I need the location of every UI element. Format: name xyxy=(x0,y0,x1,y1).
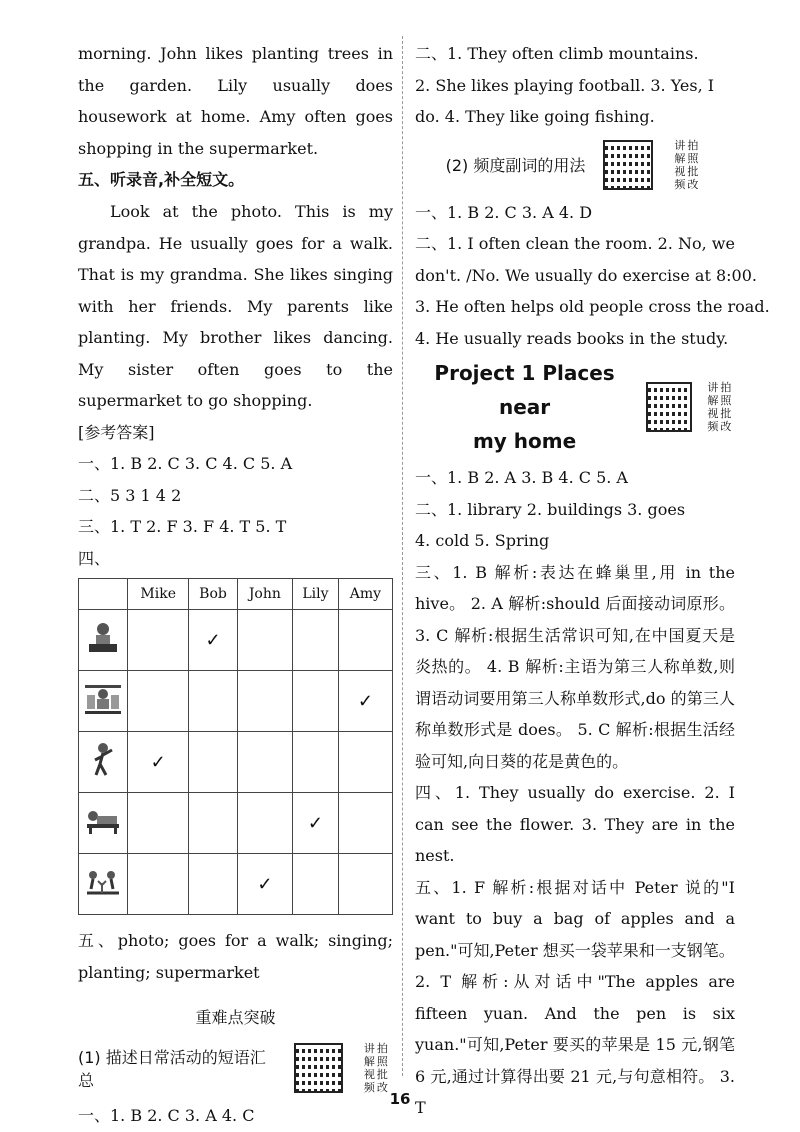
table-header: Mike xyxy=(128,579,189,610)
qr-caption: 讲拍解照视批频改 xyxy=(674,138,701,191)
table-cell: ✓ xyxy=(293,793,339,854)
table-header-row xyxy=(79,579,393,610)
table-cell xyxy=(189,854,237,915)
table-row xyxy=(79,610,393,671)
person-lying-icon xyxy=(79,793,128,854)
right-line-3: do. 4. They like going fishing. xyxy=(415,107,655,126)
table-cell xyxy=(128,610,189,671)
listening-text-end: morning. John likes planting trees in the garden. Lily usually does housework at home. Amy often goes shopping in the supermarket. xyxy=(78,44,393,158)
reference-answers-label: [参考答案] xyxy=(78,422,155,442)
column-divider xyxy=(402,36,403,1076)
table-header: John xyxy=(237,579,293,610)
person-at-desk-icon xyxy=(79,610,128,671)
page-number: 16 xyxy=(389,1090,411,1108)
table-cell xyxy=(338,793,392,854)
answer-part-4-label: 四、 xyxy=(78,548,111,568)
people-planting-icon xyxy=(79,854,128,915)
table-cell xyxy=(128,854,189,915)
project-answer-4: 四、1. They usually do exercise. 2. I can see the flower. 3. They are in the nest. xyxy=(415,783,735,865)
sub2-heading xyxy=(415,139,735,191)
listening-passage: Look at the photo. This is my grandpa. He usually goes for a walk. That is my grandma. She likes singing with her friends. My parents like planting. My brother likes dancing. My sister often goes to the supermarket to go shopping. xyxy=(78,202,393,410)
table-cell xyxy=(338,854,392,915)
activity-table xyxy=(78,578,393,915)
table-cell xyxy=(128,793,189,854)
table-cell xyxy=(189,671,237,732)
right-line-1: 二、1. They often climb mountains. xyxy=(415,44,699,63)
answer-part-1: 一、1. B 2. C 3. C 4. C 5. A xyxy=(78,454,293,473)
qr-code-icon[interactable] xyxy=(603,140,653,190)
qr-caption: 讲拍解照视批频改 xyxy=(363,1042,390,1094)
project-answer-3: 三、1. B 解析:表达在蜂巢里,用 in the hive。 2. A 解析:should 后面接动词原形。 3. C 解析:根据生活常识可知,在中国夏天是炎热的。 4. B 解析:主语为第三人称单数,则谓语动词要用第三人称单数形式,do 的第三人称单数形式是 does。 5. C 解析:根据生活经验可知,向日葵的花是黄色的。 xyxy=(415,562,735,771)
person-shopping-icon xyxy=(79,671,128,732)
project-answer-2a: 二、1. library 2. buildings 3. goes xyxy=(415,499,686,519)
project-answer-5: 五、1. F 解析:根据对话中 Peter 说的"I want to buy a bag of apples and a pen."可知,Peter 想买一袋苹果和一支钢笔。 xyxy=(415,877,735,960)
sub2-answer-5: 4. He usually reads books in the study. xyxy=(415,328,729,348)
table-row xyxy=(79,793,393,854)
table-cell xyxy=(293,854,339,915)
section-5-title: 五、听录音,补全短文。 xyxy=(78,170,245,189)
qr-caption: 讲拍解照视批频改 xyxy=(707,381,734,433)
sub1-heading xyxy=(78,1042,393,1094)
table-cell xyxy=(237,793,293,854)
sub2-answer-2: 二、1. I often clean the room. 2. No, we xyxy=(415,234,735,253)
table-cell xyxy=(128,671,189,732)
answer-part-3: 三、1. T 2. F 3. F 4. T 5. T xyxy=(78,517,287,536)
table-cell xyxy=(237,671,293,732)
right-column xyxy=(415,38,770,1124)
table-cell xyxy=(338,610,392,671)
sub2-answer-1: 一、1. B 2. C 3. A 4. D xyxy=(415,202,593,222)
table-cell: ✓ xyxy=(189,610,237,671)
project-heading xyxy=(415,356,735,458)
table-cell xyxy=(237,610,293,671)
table-cell: ✓ xyxy=(237,854,293,915)
table-header: Amy xyxy=(338,579,392,610)
table-cell: ✓ xyxy=(338,671,392,732)
right-line-2: 2. She likes playing football. 3. Yes, I xyxy=(415,75,715,95)
project-title-line-1: Project 1 Places near xyxy=(434,361,615,419)
table-cell: ✓ xyxy=(128,732,189,793)
sub1-title: (1) 描述日常活动的短语汇总 xyxy=(78,1048,266,1090)
project-answer-1: 一、1. B 2. A 3. B 4. C 5. A xyxy=(415,468,628,487)
table-cell xyxy=(293,671,339,732)
table-header xyxy=(79,579,128,610)
table-header: Lily xyxy=(293,579,339,610)
table-row xyxy=(79,671,393,732)
sub2-answer-4: 3. He often helps old people cross the road. xyxy=(415,297,770,316)
project-title-line-2: my home xyxy=(472,429,577,453)
table-cell xyxy=(293,610,339,671)
left-column xyxy=(78,38,393,1132)
table-row xyxy=(79,732,393,793)
sub1-answers: 一、1. B 2. C 3. A 4. C xyxy=(78,1106,255,1125)
breakthrough-title: 重难点突破 xyxy=(195,1008,276,1027)
project-answer-6: 2. T 解析:从对话中"The apples are fifteen yuan. And the pen is six yuan."可知,Peter 要买的苹果是 15 元,钢笔 6 元,通过计算得出要 21 元,与句意相符。 3. T xyxy=(415,972,735,1117)
qr-code-icon[interactable] xyxy=(294,1043,343,1093)
project-answer-2b: 4. cold 5. Spring xyxy=(415,531,550,550)
table-cell xyxy=(293,732,339,793)
answer-part-5: 五、photo; goes for a walk; singing; planting; supermarket xyxy=(78,931,393,982)
sub2-title: (2) 频度副词的用法 xyxy=(445,156,586,175)
table-cell xyxy=(237,732,293,793)
table-cell xyxy=(338,732,392,793)
sub2-answer-3: don't. /No. We usually do exercise at 8:00. xyxy=(415,265,757,285)
person-dancing-icon xyxy=(79,732,128,793)
table-cell xyxy=(189,732,237,793)
table-header: Bob xyxy=(189,579,237,610)
table-cell xyxy=(189,793,237,854)
answer-part-2: 二、5 3 1 4 2 xyxy=(78,485,182,505)
qr-code-icon[interactable] xyxy=(646,382,692,432)
table-row xyxy=(79,854,393,915)
